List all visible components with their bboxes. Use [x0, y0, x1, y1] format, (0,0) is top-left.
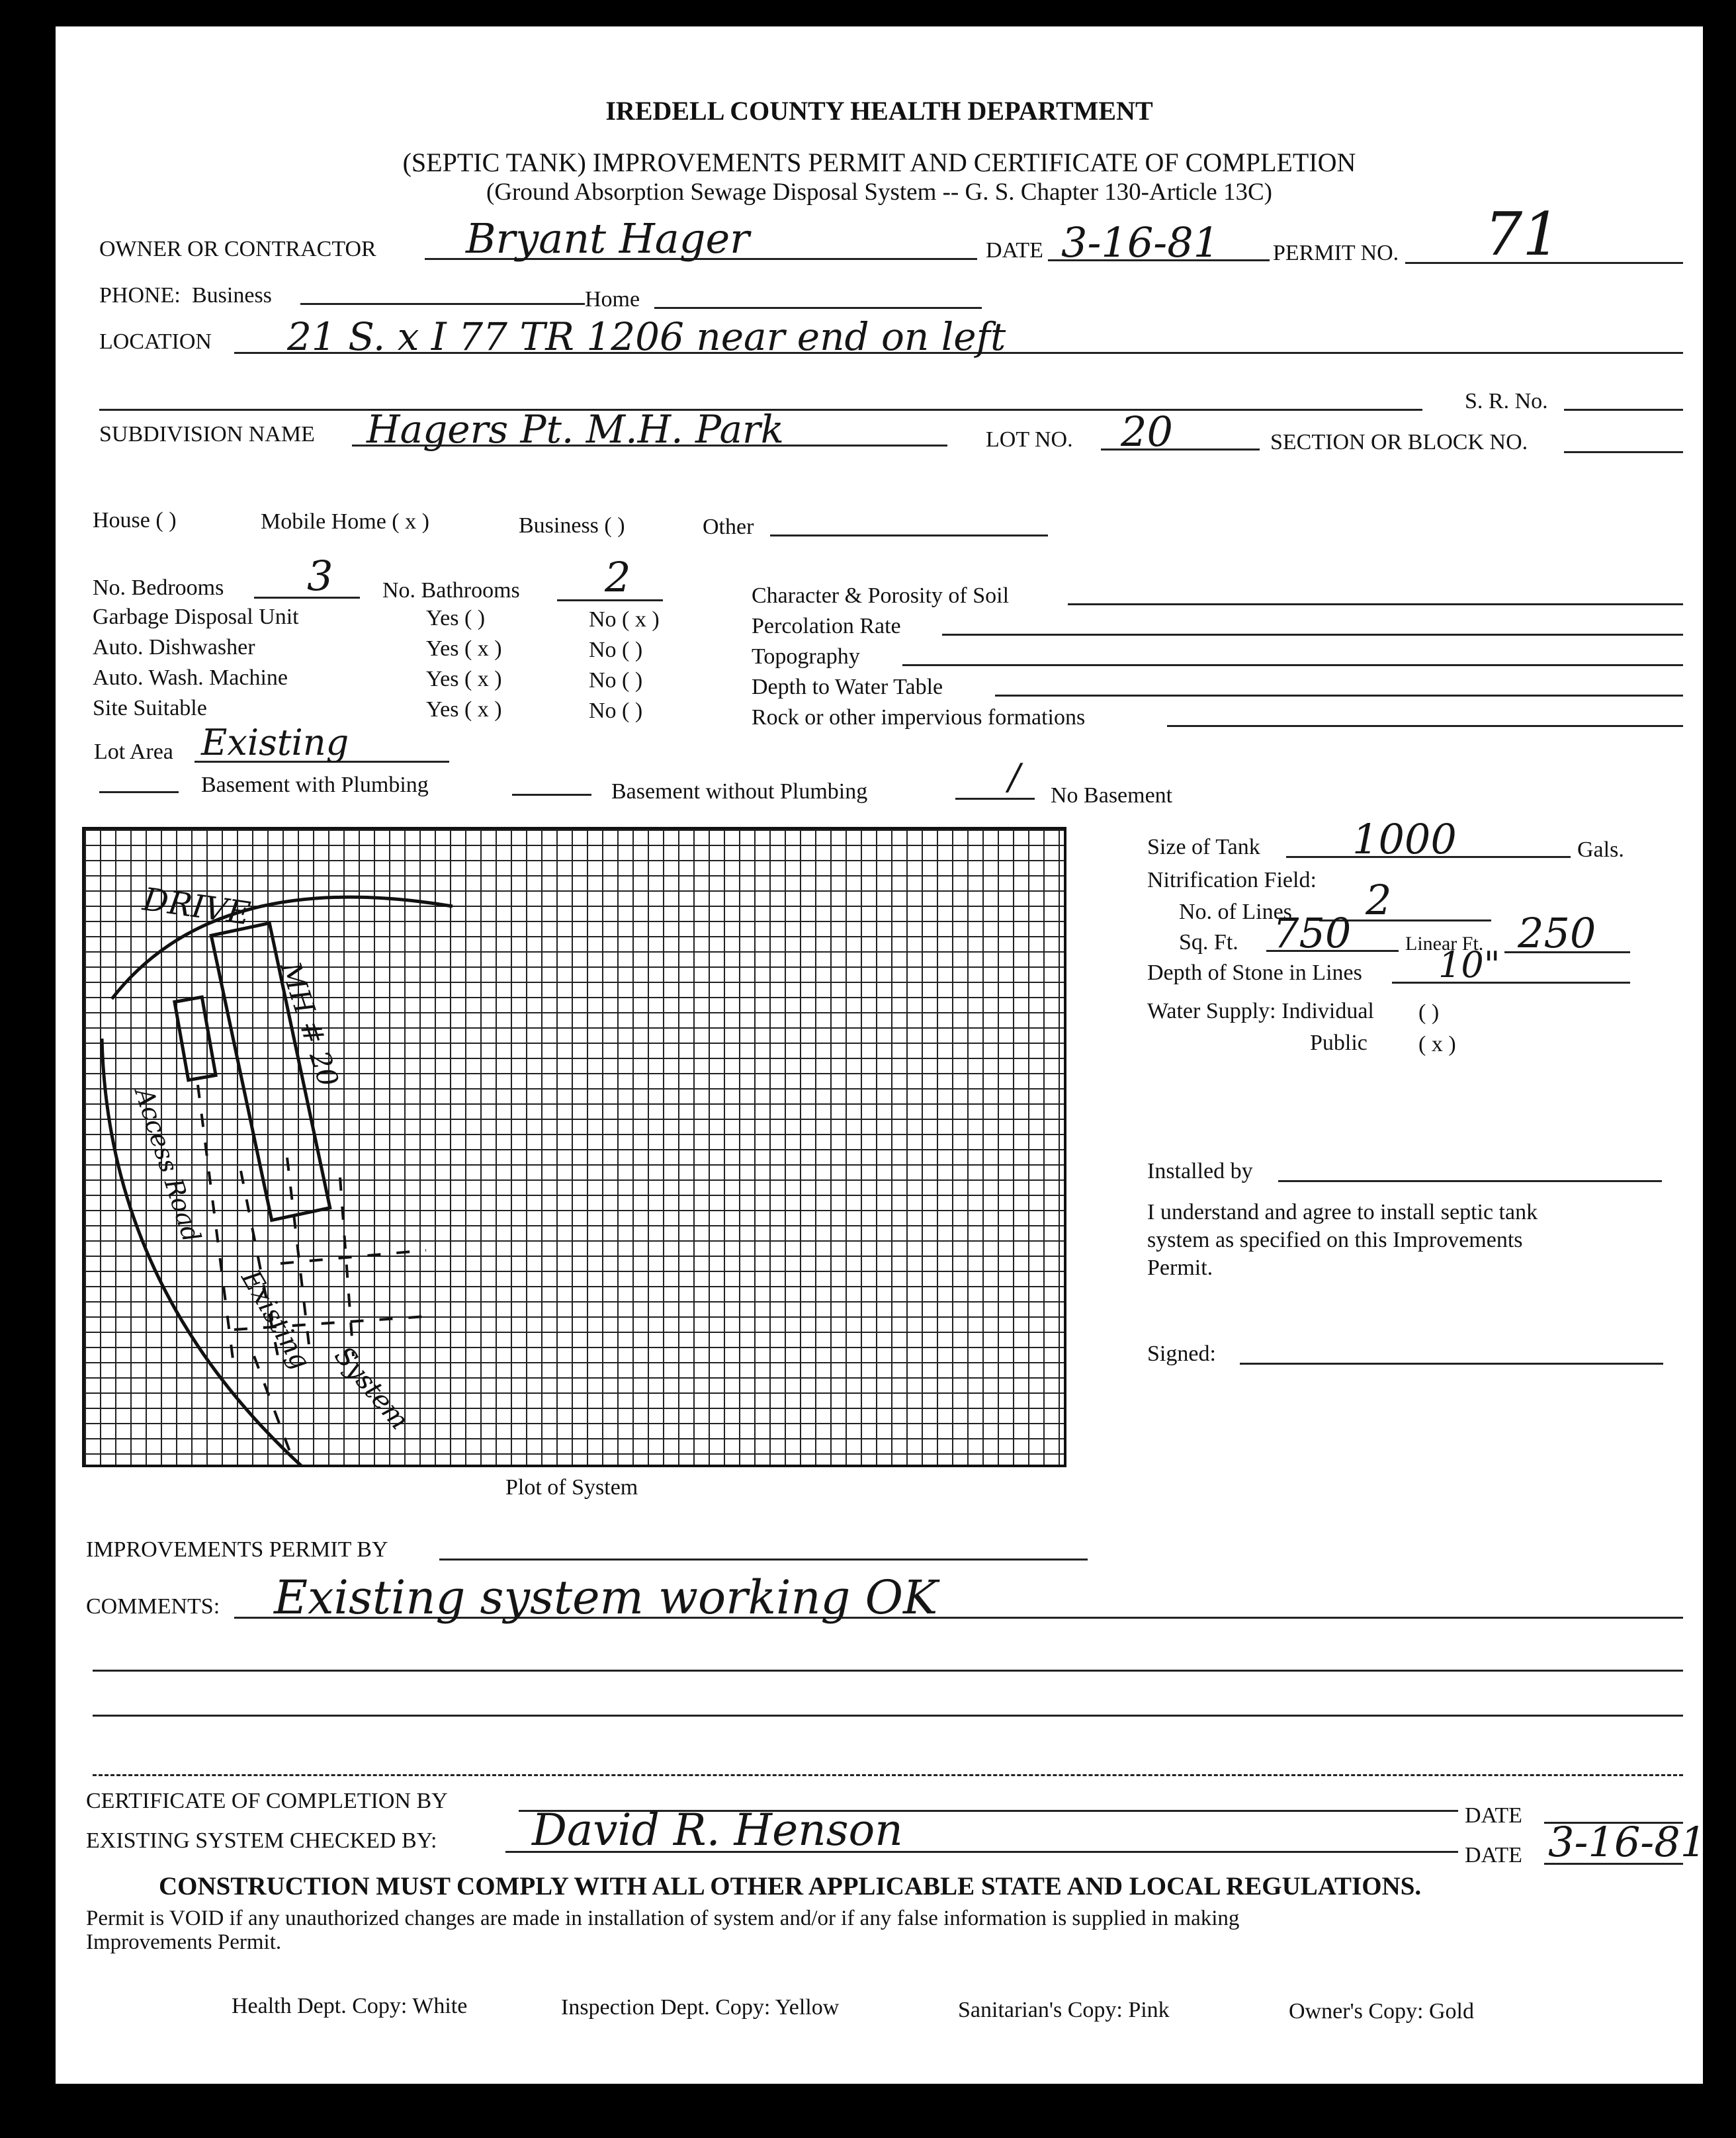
- site-suitable-no: No ( ): [589, 699, 643, 723]
- location-label: LOCATION: [99, 329, 212, 354]
- plot-caption: Plot of System: [505, 1475, 638, 1500]
- void-notice-line-2: Improvements Permit.: [86, 1930, 282, 1954]
- owner-copy: Owner's Copy: Gold: [1289, 1999, 1475, 2024]
- sketch-home-label: MH # 20: [274, 957, 345, 1091]
- subdivision-value: Hagers Pt. M.H. Park: [367, 407, 784, 452]
- wash-machine-yes: Yes ( x ): [426, 667, 502, 691]
- stone-depth-label: Depth of Stone in Lines: [1147, 961, 1362, 985]
- construction-notice: CONSTRUCTION MUST COMPLY WITH ALL OTHER APPLICABLE STATE AND LOCAL REGULATIONS.: [159, 1872, 1422, 1901]
- soil-character-line: [1068, 603, 1683, 605]
- bedrooms-label: No. Bedrooms: [93, 576, 224, 600]
- basement-with-blank: [99, 791, 179, 793]
- sanitarian-copy: Sanitarian's Copy: Pink: [958, 1998, 1170, 2022]
- agreement-line-2: system as specified on this Improvements: [1147, 1228, 1523, 1252]
- agreement-line-3: Permit.: [1147, 1256, 1213, 1280]
- percolation-label: Percolation Rate: [752, 614, 901, 638]
- wash-machine-no: No ( ): [589, 668, 643, 693]
- sketch-existing-label: Existing: [235, 1265, 316, 1375]
- lot-area-value: Existing: [201, 722, 349, 763]
- inspector-signature: David R. Henson: [532, 1805, 903, 1856]
- topography-line: [902, 664, 1683, 666]
- no-basement-label: No Basement: [1051, 783, 1173, 808]
- garbage-disposal-label: Garbage Disposal Unit: [93, 605, 299, 629]
- tank-size-value: 1000: [1352, 815, 1457, 863]
- tank-gals-label: Gals.: [1577, 837, 1624, 862]
- permit-label: PERMIT NO.: [1273, 241, 1399, 265]
- comments-line-3: [93, 1715, 1683, 1717]
- existing-date-value: 3-16-81: [1548, 1818, 1707, 1866]
- improvements-permit-by-label: IMPROVEMENTS PERMIT BY: [86, 1537, 388, 1562]
- rock-label: Rock or other impervious formations: [752, 705, 1086, 730]
- void-notice-line-1: Permit is VOID if any unauthorized changes are made in installation of system and/or if any false information is supplied in making: [86, 1906, 1240, 1930]
- comments-line-2: [93, 1670, 1683, 1672]
- subdivision-label: SUBDIVISION NAME: [99, 422, 315, 447]
- site-suitable-yes: Yes ( x ): [426, 697, 502, 722]
- basement-without-blank: [512, 794, 591, 796]
- phone-label: PHONE:: [99, 283, 181, 308]
- other-line: [770, 534, 1048, 536]
- plot-sketch: [82, 827, 1066, 1467]
- water-table-line: [995, 695, 1683, 697]
- inspection-dept-copy: Inspection Dept. Copy: Yellow: [561, 1995, 840, 2020]
- linear-label: Linear Ft.: [1405, 933, 1484, 955]
- stone-depth-line: [1392, 982, 1630, 984]
- mobile-home-option: Mobile Home ( x ): [261, 509, 429, 534]
- bathrooms-label: No. Bathrooms: [382, 578, 520, 603]
- date-value: 3-16-81: [1061, 218, 1220, 267]
- water-public-value: ( x ): [1418, 1032, 1456, 1056]
- permit-form: [56, 26, 1707, 2084]
- tank-size-label: Size of Tank: [1147, 835, 1260, 859]
- percolation-line: [942, 634, 1683, 636]
- section-divider: [93, 1774, 1683, 1776]
- no-basement-blank: [955, 798, 1035, 800]
- lot-area-label: Lot Area: [94, 740, 173, 764]
- site-suitable-label: Site Suitable: [93, 696, 207, 720]
- section-label: SECTION OR BLOCK NO.: [1270, 430, 1528, 454]
- agreement-line-1: I understand and agree to install septic tank: [1147, 1200, 1538, 1224]
- business-option: Business ( ): [519, 513, 625, 538]
- form-title: (SEPTIC TANK) IMPROVEMENTS PERMIT AND CERTIFICATE OF COMPLETION: [402, 148, 1356, 177]
- section-line: [1564, 451, 1683, 453]
- certificate-date-label: DATE: [1465, 1803, 1522, 1828]
- existing-date-label: DATE: [1465, 1843, 1522, 1867]
- sketch-drive-label: DRIVE: [140, 880, 253, 933]
- signed-line: [1240, 1363, 1663, 1365]
- dishwasher-no: No ( ): [589, 638, 643, 662]
- wash-machine-label: Auto. Wash. Machine: [93, 665, 288, 690]
- phone-business-line: [300, 303, 585, 305]
- dishwasher-label: Auto. Dishwasher: [93, 635, 255, 660]
- soil-character-label: Character & Porosity of Soil: [752, 583, 1010, 608]
- installed-by-line: [1278, 1180, 1662, 1182]
- phone-home-label: Home: [585, 287, 640, 312]
- health-dept-copy: Health Dept. Copy: White: [232, 1994, 468, 2018]
- improvements-permit-by-line: [439, 1559, 1088, 1561]
- sr-no-line: [1564, 409, 1683, 411]
- water-table-label: Depth to Water Table: [752, 675, 943, 699]
- dishwasher-yes: Yes ( x ): [426, 636, 502, 661]
- house-option: House ( ): [93, 508, 177, 533]
- topography-label: Topography: [752, 644, 860, 669]
- sqft-value: 750: [1273, 909, 1352, 957]
- existing-checked-label: EXISTING SYSTEM CHECKED BY:: [86, 1828, 437, 1853]
- installed-by-label: Installed by: [1147, 1159, 1253, 1183]
- bathrooms-value: 2: [605, 553, 631, 601]
- form-subtitle: (Ground Absorption Sewage Disposal System -- G. S. Chapter 130-Article 13C): [486, 179, 1272, 206]
- rock-line: [1167, 725, 1683, 727]
- other-label: Other: [703, 515, 754, 539]
- sketch-road-label: Access Road: [129, 1084, 207, 1246]
- bedrooms-value: 3: [307, 552, 333, 600]
- water-public-label: Public: [1310, 1031, 1367, 1055]
- basement-without-label: Basement without Plumbing: [611, 779, 868, 804]
- phone-home-line: [654, 307, 982, 309]
- date-label: DATE: [986, 238, 1043, 263]
- sketch-system-label: System: [328, 1340, 415, 1435]
- owner-value: Bryant Hager: [466, 214, 750, 263]
- lot-value: 20: [1121, 407, 1173, 456]
- lot-label: LOT NO.: [986, 427, 1073, 452]
- signed-label: Signed:: [1147, 1342, 1216, 1366]
- sqft-label: Sq. Ft.: [1179, 930, 1238, 955]
- sr-no-label: S. R. No.: [1465, 389, 1548, 413]
- owner-label: OWNER OR CONTRACTOR: [99, 237, 376, 261]
- location-value: 21 S. x I 77 TR 1206 near end on left: [287, 314, 1006, 359]
- water-supply-label: Water Supply: Individual: [1147, 999, 1374, 1023]
- department-heading: IREDELL COUNTY HEALTH DEPARTMENT: [605, 96, 1153, 126]
- stone-depth-value: 10": [1438, 944, 1500, 986]
- permit-value: 71: [1485, 200, 1561, 269]
- comments-value: Existing system working OK: [274, 1570, 938, 1625]
- lines-label: No. of Lines: [1179, 900, 1292, 924]
- no-basement-mark: /: [1008, 756, 1021, 798]
- garbage-disposal-yes: Yes ( ): [426, 606, 486, 630]
- phone-business-label: Business: [192, 283, 272, 308]
- lines-value: 2: [1366, 876, 1392, 924]
- comments-label: COMMENTS:: [86, 1594, 220, 1619]
- linear-value: 250: [1518, 909, 1596, 957]
- certificate-label: CERTIFICATE OF COMPLETION BY: [86, 1789, 448, 1813]
- nitrification-label: Nitrification Field:: [1147, 868, 1317, 892]
- garbage-disposal-no: No ( x ): [589, 607, 660, 632]
- water-individual-value: ( ): [1418, 1000, 1440, 1025]
- basement-with-label: Basement with Plumbing: [201, 773, 429, 797]
